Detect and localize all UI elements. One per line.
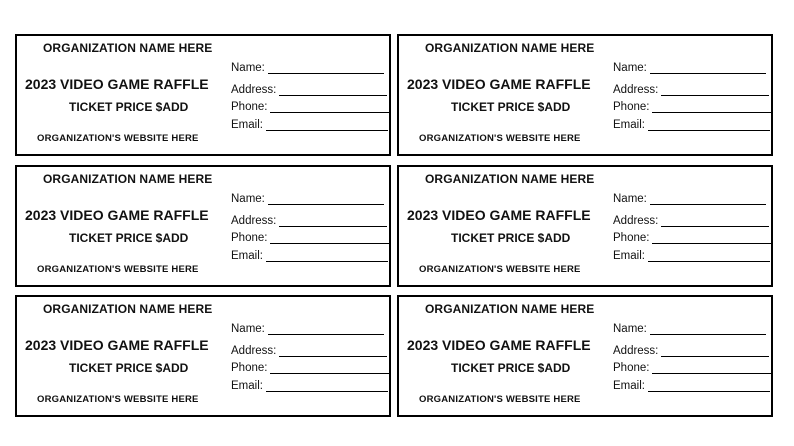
address-blank-line: [661, 85, 769, 96]
ticket-price: TICKET PRICE $ADD: [69, 231, 189, 245]
organization-name: ORGANIZATION NAME HERE: [43, 41, 213, 55]
ticket-price: TICKET PRICE $ADD: [451, 100, 571, 114]
raffle-ticket: [15, 165, 391, 287]
phone-label: Phone:: [231, 362, 268, 374]
address-label: Address:: [231, 215, 277, 227]
address-blank-line: [279, 216, 387, 227]
phone-field: [231, 101, 389, 113]
raffle-title: 2023 VIDEO GAME RAFFLE: [25, 207, 209, 223]
ticket-price: TICKET PRICE $ADD: [451, 361, 571, 375]
phone-blank-line: [652, 233, 771, 244]
email-label: Email:: [613, 119, 645, 131]
name-blank-line: [650, 324, 766, 335]
address-label: Address:: [613, 84, 659, 96]
address-blank-line: [661, 216, 769, 227]
email-label: Email:: [231, 119, 263, 131]
email-field: [231, 119, 388, 131]
raffle-title: 2023 VIDEO GAME RAFFLE: [407, 207, 591, 223]
organization-website: ORGANIZATION'S WEBSITE HERE: [37, 264, 199, 275]
email-blank-line: [266, 381, 388, 392]
ticket-price: TICKET PRICE $ADD: [451, 231, 571, 245]
phone-blank-line: [652, 102, 771, 113]
name-blank-line: [650, 63, 766, 74]
name-blank-line: [268, 324, 384, 335]
raffle-ticket: [397, 295, 773, 417]
organization-website: ORGANIZATION'S WEBSITE HERE: [419, 394, 581, 405]
phone-blank-line: [270, 102, 389, 113]
organization-name: ORGANIZATION NAME HERE: [43, 302, 213, 316]
name-field: [231, 62, 384, 74]
ticket-price: TICKET PRICE $ADD: [69, 361, 189, 375]
address-field: [231, 345, 387, 357]
email-field: [231, 250, 388, 262]
name-label: Name:: [613, 323, 647, 335]
address-blank-line: [661, 346, 769, 357]
raffle-title: 2023 VIDEO GAME RAFFLE: [25, 337, 209, 353]
phone-blank-line: [270, 233, 389, 244]
email-label: Email:: [613, 250, 645, 262]
email-field: [613, 250, 770, 262]
raffle-title: 2023 VIDEO GAME RAFFLE: [407, 76, 591, 92]
address-blank-line: [279, 346, 387, 357]
name-field: [613, 193, 766, 205]
phone-blank-line: [270, 363, 389, 374]
organization-website: ORGANIZATION'S WEBSITE HERE: [419, 264, 581, 275]
name-label: Name:: [613, 193, 647, 205]
email-label: Email:: [613, 380, 645, 392]
organization-website: ORGANIZATION'S WEBSITE HERE: [419, 133, 581, 144]
phone-label: Phone:: [231, 232, 268, 244]
name-field: [231, 323, 384, 335]
email-label: Email:: [231, 380, 263, 392]
phone-field: [231, 232, 389, 244]
email-blank-line: [266, 251, 388, 262]
phone-label: Phone:: [613, 362, 650, 374]
address-label: Address:: [231, 345, 277, 357]
raffle-title: 2023 VIDEO GAME RAFFLE: [25, 76, 209, 92]
phone-field: [613, 101, 771, 113]
name-blank-line: [650, 194, 766, 205]
organization-name: ORGANIZATION NAME HERE: [425, 172, 595, 186]
email-label: Email:: [231, 250, 263, 262]
phone-label: Phone:: [613, 101, 650, 113]
ticket-price: TICKET PRICE $ADD: [69, 100, 189, 114]
address-field: [613, 215, 769, 227]
email-field: [613, 380, 770, 392]
address-field: [613, 345, 769, 357]
email-blank-line: [648, 120, 770, 131]
name-label: Name:: [613, 62, 647, 74]
phone-field: [613, 362, 771, 374]
name-field: [231, 193, 384, 205]
raffle-ticket: [397, 165, 773, 287]
name-field: [613, 323, 766, 335]
address-blank-line: [279, 85, 387, 96]
email-field: [613, 119, 770, 131]
phone-blank-line: [652, 363, 771, 374]
name-field: [613, 62, 766, 74]
name-label: Name:: [231, 62, 265, 74]
name-blank-line: [268, 63, 384, 74]
organization-name: ORGANIZATION NAME HERE: [43, 172, 213, 186]
organization-name: ORGANIZATION NAME HERE: [425, 302, 595, 316]
email-blank-line: [648, 381, 770, 392]
address-label: Address:: [231, 84, 277, 96]
email-blank-line: [648, 251, 770, 262]
address-label: Address:: [613, 345, 659, 357]
name-blank-line: [268, 194, 384, 205]
organization-name: ORGANIZATION NAME HERE: [425, 41, 595, 55]
raffle-ticket: [15, 34, 391, 156]
email-field: [231, 380, 388, 392]
organization-website: ORGANIZATION'S WEBSITE HERE: [37, 133, 199, 144]
raffle-ticket: [15, 295, 391, 417]
phone-label: Phone:: [231, 101, 268, 113]
raffle-title: 2023 VIDEO GAME RAFFLE: [407, 337, 591, 353]
address-field: [231, 215, 387, 227]
address-label: Address:: [613, 215, 659, 227]
phone-label: Phone:: [613, 232, 650, 244]
address-field: [613, 84, 769, 96]
phone-field: [231, 362, 389, 374]
organization-website: ORGANIZATION'S WEBSITE HERE: [37, 394, 199, 405]
name-label: Name:: [231, 193, 265, 205]
name-label: Name:: [231, 323, 265, 335]
phone-field: [613, 232, 771, 244]
email-blank-line: [266, 120, 388, 131]
raffle-ticket: [397, 34, 773, 156]
address-field: [231, 84, 387, 96]
